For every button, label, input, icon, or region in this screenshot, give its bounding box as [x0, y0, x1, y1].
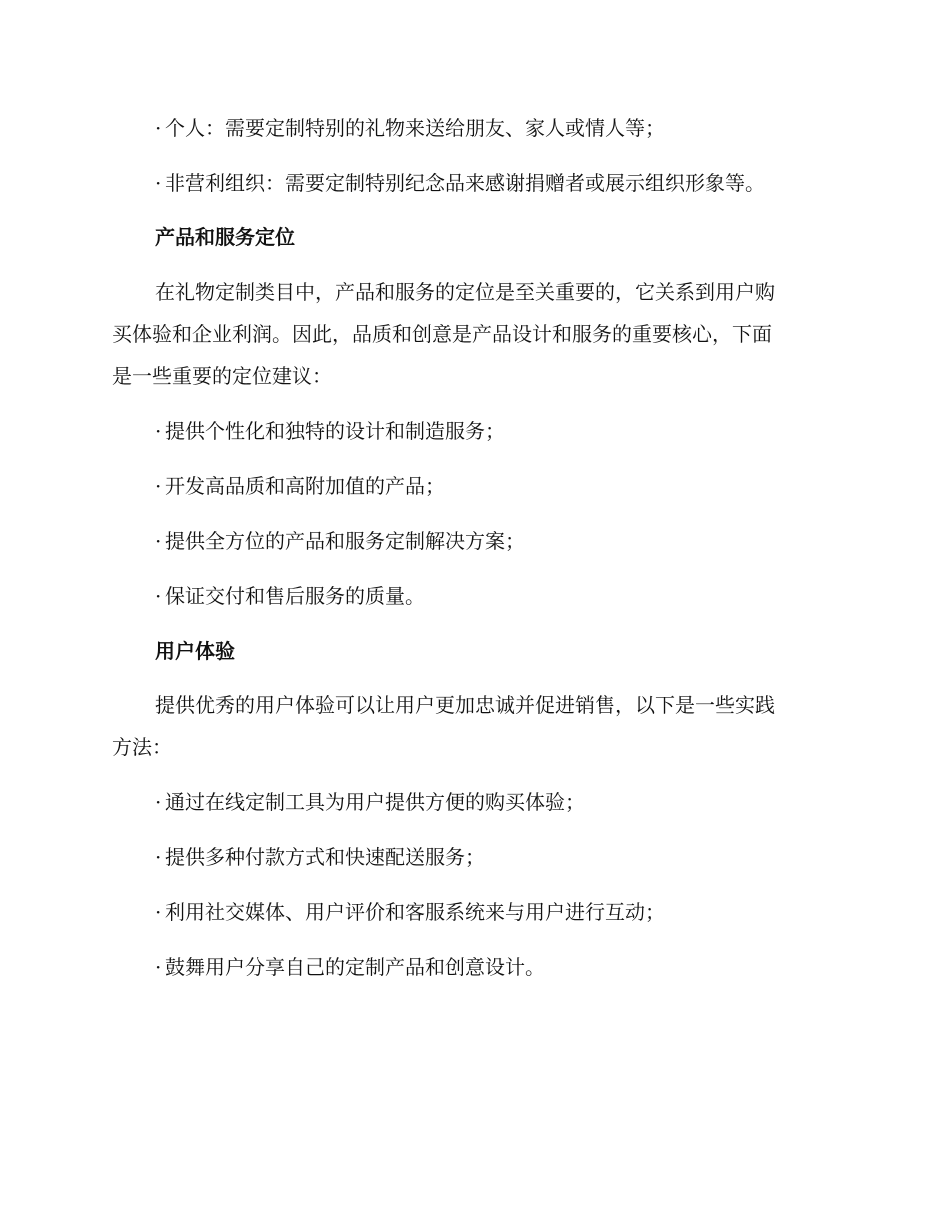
paragraph-line: 提供优秀的用户体验可以让用户更加忠诚并促进销售，以下是一些实践 [155, 693, 775, 717]
bullet-item: · 利用社交媒体、用户评价和客服系统来与用户进行互动； [155, 900, 665, 924]
bullet-item: · 非营利组织：需要定制特别纪念品来感谢捐赠者或展示组织形象等。 [155, 171, 765, 195]
bullet-dot-icon: · [155, 474, 162, 498]
bullet-dot-icon: · [155, 419, 162, 443]
bullet-dot-icon: · [155, 845, 162, 869]
bullet-dot-icon: · [155, 584, 162, 608]
bullet-item: · 个人：需要定制特别的礼物来送给朋友、家人或情人等； [155, 116, 665, 140]
bullet-item: · 提供个性化和独特的设计和制造服务； [155, 419, 505, 443]
bullet-item: · 开发高品质和高附加值的产品； [155, 474, 445, 498]
bullet-dot-icon: · [155, 955, 162, 979]
bullet-item: · 保证交付和售后服务的质量。 [155, 584, 425, 608]
bullet-dot-icon: · [155, 529, 162, 553]
bullet-dot-icon: · [155, 900, 162, 924]
bullet-item: · 提供全方位的产品和服务定制解决方案； [155, 529, 525, 553]
bullet-dot-icon: · [155, 171, 162, 195]
section-heading: 用户体验 [155, 639, 235, 663]
section-heading: 产品和服务定位 [155, 225, 295, 249]
paragraph-line: 买体验和企业利润。因此，品质和创意是产品设计和服务的重要核心，下面 [112, 322, 772, 346]
paragraph-line: 是一些重要的定位建议： [112, 364, 332, 388]
bullet-item: · 提供多种付款方式和快速配送服务； [155, 845, 485, 869]
bullet-dot-icon: · [155, 116, 162, 140]
bullet-dot-icon: · [155, 790, 162, 814]
paragraph-line: 方法： [112, 735, 172, 759]
bullet-item: · 通过在线定制工具为用户提供方便的购买体验； [155, 790, 585, 814]
bullet-item: · 鼓舞用户分享自己的定制产品和创意设计。 [155, 955, 545, 979]
paragraph-line: 在礼物定制类目中，产品和服务的定位是至关重要的，它关系到用户购 [155, 280, 775, 304]
